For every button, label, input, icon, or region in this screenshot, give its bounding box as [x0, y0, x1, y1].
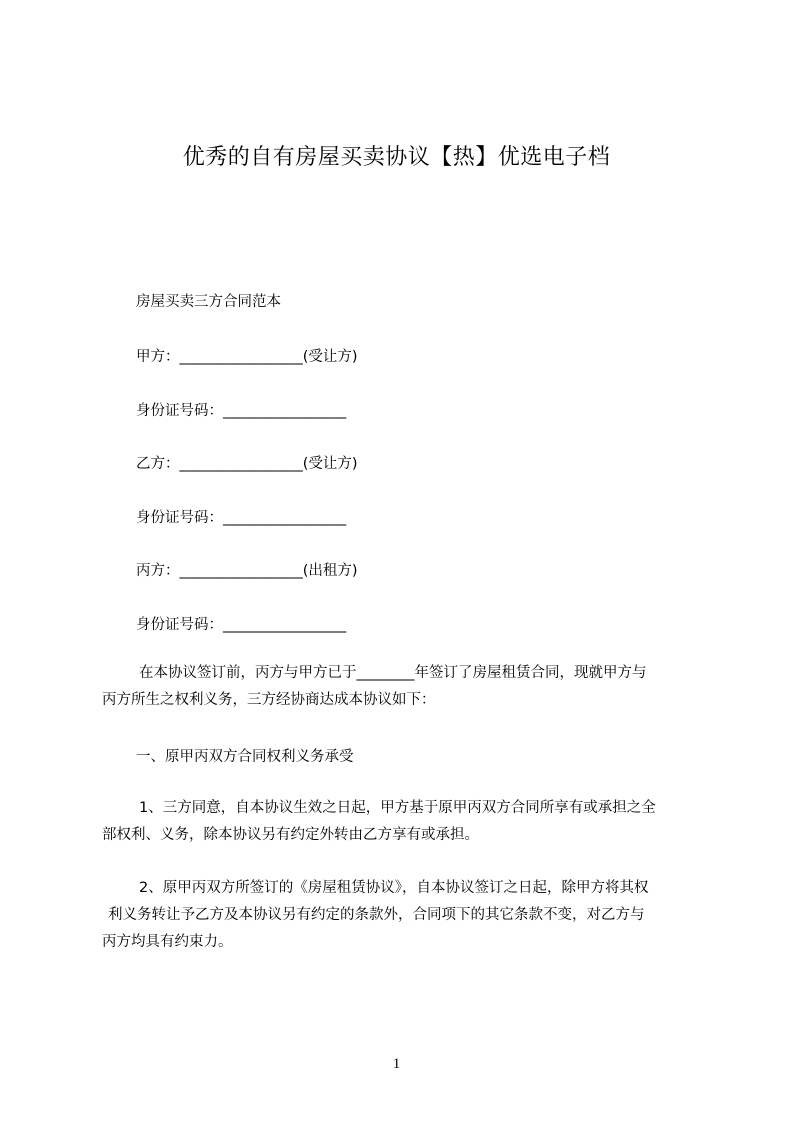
- clause-2-line-3: 丙方均具有约束力。: [102, 934, 233, 950]
- section-1-heading: 一、原甲丙双方合同权利义务承受: [136, 749, 354, 765]
- party-a-id-line: 身份证号码：_________________: [136, 403, 347, 419]
- contract-subtitle: 房屋买卖三方合同范本: [136, 294, 281, 310]
- party-b-line: 乙方：_________________(受让方): [136, 456, 358, 472]
- clause-2-line-1: 2、原甲丙双方所签订的《房屋租赁协议》，自本协议签订之日起，除甲方将其权: [139, 880, 649, 896]
- party-c-id-line: 身份证号码：_________________: [136, 617, 347, 633]
- clause-1-line-1: 1、三方同意，自本协议生效之日起，甲方基于原甲丙双方合同所享有或承担之全: [139, 800, 656, 816]
- party-a-line: 甲方：_________________(受让方): [136, 349, 358, 365]
- intro-line-2: 丙方所生之权利义务，三方经协商达成本协议如下：: [102, 692, 436, 708]
- clause-2-paragraph: [102, 875, 708, 956]
- clause-1-line-2: 部权利、义务，除本协议另有约定外转由乙方享有或承担。: [102, 827, 479, 843]
- document-title: 优秀的自有房屋买卖协议【热】优选电子档: [182, 145, 611, 170]
- party-c-line: 丙方：_________________(出租方): [136, 563, 358, 579]
- clause-1-paragraph: [102, 795, 708, 849]
- party-b-id-line: 身份证号码：_________________: [136, 510, 347, 526]
- intro-paragraph: [102, 660, 708, 714]
- clause-2-line-2: 利义务转让予乙方及本协议另有约定的条款外，合同项下的其它条款不变，对乙方与: [108, 907, 645, 923]
- page-number: 1: [392, 1056, 401, 1072]
- intro-line-1: 在本协议签订前，丙方与甲方已于________年签订了房屋租赁合同，现就甲方与: [139, 665, 647, 681]
